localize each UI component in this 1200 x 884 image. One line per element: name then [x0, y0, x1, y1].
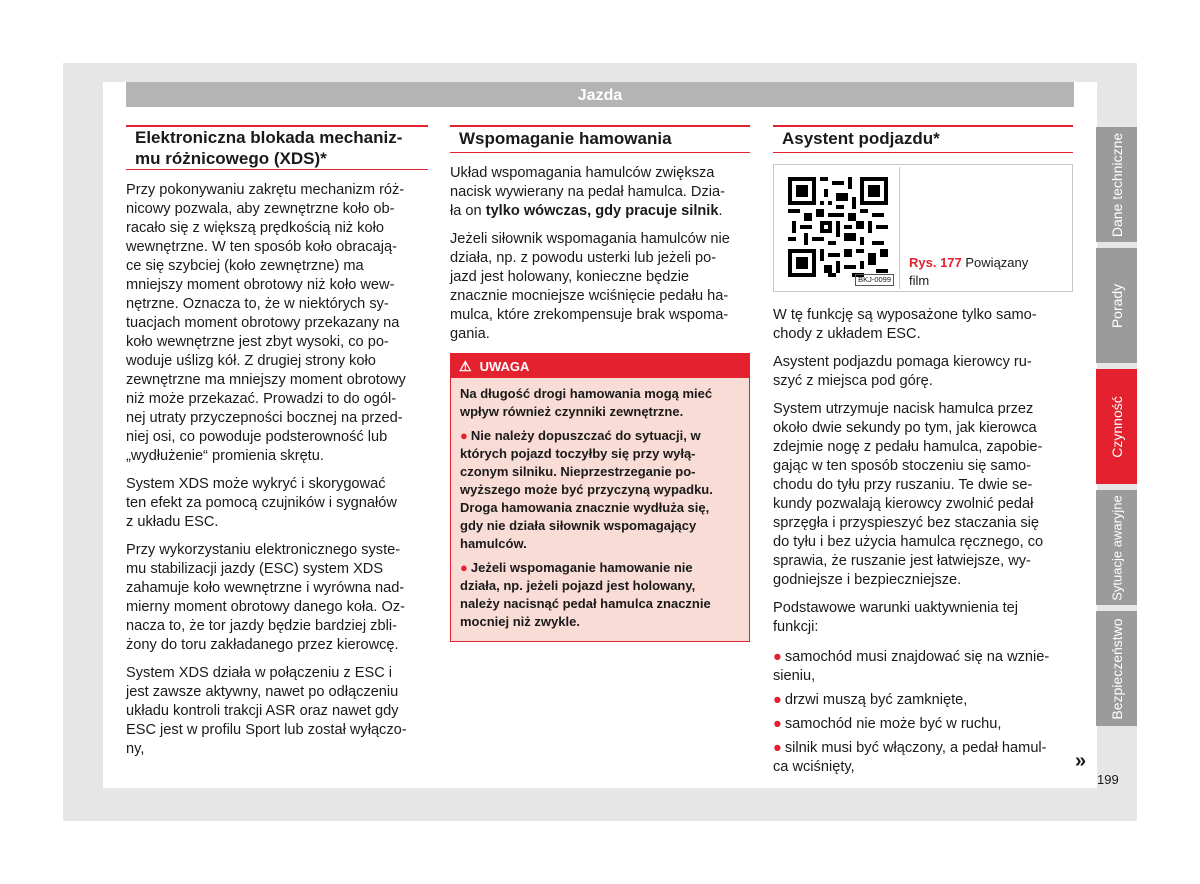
column-xds: [126, 125, 428, 768]
tab-czynnosc[interactable]: Czynność: [1096, 369, 1137, 484]
column-hill-assist: [773, 125, 1073, 782]
figure-caption: Rys. 177 Powiązany film: [909, 255, 1029, 288]
column-brake-assist: [450, 125, 750, 642]
bullet-icon: ●: [773, 649, 782, 665]
xds-paragraph-3: Przy wykorzystaniu elektronicznego syste- mu stabilizacji jazdy (ESC) system XDS zahamuje koło wewnętrzne i wyrówna nad- mierny moment obrotowy danego koła. Oz- nacza to, że tor jazdy będzie bardziej zbli- żony do toru zakładanego przez kierowcę.: [126, 542, 406, 653]
list-item: ● samochód musi znajdować się na wznie- sieniu,: [773, 649, 1050, 684]
figure-code: BKJ-0099: [855, 274, 894, 286]
figure-box: [773, 164, 1073, 292]
warning-header: [451, 354, 749, 378]
figure-number: Rys. 177: [909, 255, 962, 270]
hill-assist-paragraph-3: System utrzymuje nacisk hamulca przez około dwie sekundy po tym, jak kierowca zdejmie nogę z pedału hamulca, zapobie- gając w ten sposób stoczeniu się samo- chodu do tyłu przy ruszaniu. Te dwie se- kundy pozwalają kierowcy zwolnić pedał sprzęgła i przyspieszyć bez staczania się do tyłu i bez użycia hamulca ręcznego, co sprawia, że ruszanie jest łatwiejsze, wy- godniejsze i bezpieczniejsze.: [773, 401, 1044, 588]
warning-body: [451, 378, 749, 641]
bullet-icon: ●: [460, 428, 468, 443]
xds-heading: [126, 125, 428, 170]
warning-item-1: ● Nie należy dopuszczać do sytuacji, w których pojazd toczyłby się przy wyłą- czonym silniku. Nieprzestrzeganie po- wyższego może być przyczyną wypadku. Droga hamowania znacznie wydłuża się, gdy nie działa siłownik wspomagający hamulców.: [460, 428, 713, 551]
tab-bezpieczenstwo[interactable]: Bezpieczeństwo: [1096, 611, 1137, 726]
tab-porady[interactable]: Porady: [1096, 248, 1137, 363]
warning-item-2: ● Jeżeli wspomaganie hamowanie nie działa, np. jeżeli pojazd jest holowany, należy nacisnąć pedał hamulca znacznie mocniej niż zwykle.: [460, 560, 711, 629]
bullet-icon: ●: [460, 560, 468, 575]
brake-assist-paragraph-2: Jeżeli siłownik wspomagania hamulców nie działa, np. z powodu usterki lub jeżeli po- jazd jest holowany, konieczne będzie znacznie mocniejsze wciśnięcie pedału ha- mulca, które zrekompensuje brak wspoma- gania.: [450, 231, 730, 342]
list-item: ● drzwi muszą być zamknięte,: [773, 692, 968, 708]
chapter-header: Jazda: [126, 82, 1074, 107]
tab-sytuacje-awaryjne[interactable]: Sytuacje awaryjne: [1096, 490, 1137, 605]
page-number: 199: [1097, 772, 1119, 787]
qr-code-image[interactable]: [776, 167, 900, 289]
xds-paragraph-2: System XDS może wykryć i skorygować ten efekt za pomocą czujników i sygnałów z układu ESC.: [126, 476, 397, 530]
qr-code-icon: [788, 177, 888, 277]
warning-intro: Na długość drogi hamowania mogą mieć wpływ również czynniki zewnętrzne.: [460, 386, 713, 419]
hill-assist-heading: Asystent podjazdu*: [773, 125, 1073, 153]
warning-box: [450, 353, 750, 642]
xds-heading-line2: mu różnicowego (XDS)*: [135, 149, 327, 168]
bullet-icon: ●: [773, 740, 782, 756]
hill-assist-paragraph-1: W tę funkcję są wyposażone tylko samo- chody z układem ESC.: [773, 307, 1037, 342]
hill-assist-paragraph-4: Podstawowe warunki uaktywnienia tej funkcji:: [773, 600, 1018, 635]
tab-dane-techniczne[interactable]: Dane techniczne: [1096, 127, 1137, 242]
brake-assist-heading: Wspomaganie hamowania: [450, 125, 750, 153]
continue-arrow-icon: »: [1075, 750, 1087, 772]
bullet-icon: ●: [773, 716, 782, 732]
brake-assist-paragraph-1: Układ wspomagania hamulców zwiększa nacisk wywierany na pedał hamulca. Dzia- ła on tylko wówczas, gdy pracuje silnik.: [450, 165, 725, 219]
xds-heading-line1: Elektroniczna blokada mechaniz-: [135, 128, 403, 147]
xds-paragraph-4: System XDS działa w połączeniu z ESC i jest zawsze aktywny, nawet po odłączeniu układu kontroli trakcji ASR oraz nawet gdy ESC jest w profilu Sport lub został wyłączo- ny,: [126, 665, 407, 757]
bullet-icon: ●: [773, 692, 782, 708]
list-item: ● samochód nie może być w ruchu,: [773, 716, 1002, 732]
warning-triangle-icon: ⚠: [459, 358, 472, 374]
warning-title: UWAGA: [479, 359, 530, 374]
list-item: ● silnik musi być włączony, a pedał hamul- ca wciśnięty,: [773, 740, 1047, 775]
hill-assist-paragraph-2: Asystent podjazdu pomaga kierowcy ru- szyć z miejsca pod górę.: [773, 354, 1032, 389]
xds-paragraph-1: Przy pokonywaniu zakrętu mechanizm róż- nicowy pozwala, aby zewnętrzne koło ob- racało się z większą prędkością niż koło wewnętrzne. W ten sposób koło obracają- ce się szybciej (koło zewnętrzne) ma mniejszy moment obrotowy niż koło wew- nętrzne. Oznacza to, że w niektórych sy- tuacjach moment obrotowy przekazany na koło wewnętrzne jest zbyt wysoki, co po- woduje uślizg kół. Z drugiej strony koło zewnętrzne ma mniejszy moment obrotowy niż może przekazać. Prowadzi to do ogól- nej utraty przyczepności bocznej na przed- niej osi, co powoduje podsterowność lub „wydłużenie“ promienia skrętu.: [126, 182, 406, 464]
